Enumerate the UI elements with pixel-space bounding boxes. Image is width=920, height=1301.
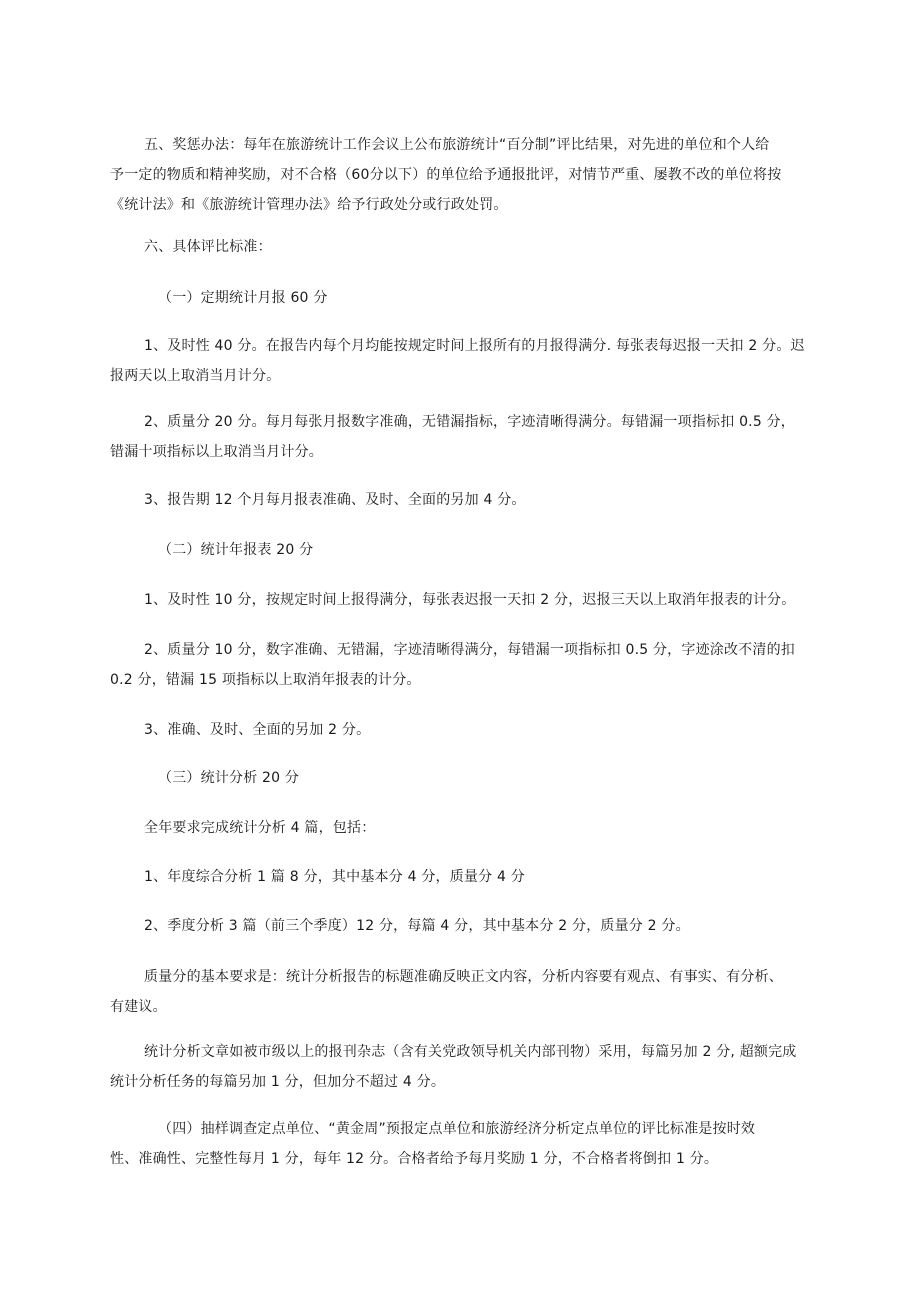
text-line: 2、季度分析 3 篇（前三个季度）12 分，每篇 4 分，其中基本分 2 分，质量分 2 分。: [144, 918, 690, 934]
text-line: 3、报告期 12 个月每月报表准确、及时、全面的另加 4 分。: [144, 492, 526, 508]
paragraph-monthly-timeliness: [110, 331, 805, 391]
text-line: 1、及时性 10 分，按规定时间上报得满分，每张表迟报一天扣 2 分，迟报三天以上取消年报表的计分。: [144, 592, 796, 608]
text-line: 1、及时性 40 分。在报告内每个月均能按规定时间上报所有的月报得满分. 每张表每迟报一天扣 2 分。迟: [144, 338, 805, 354]
text-line: 予一定的物质和精神奖励，对不合格（60分以下）的单位给予通报批评，对情节严重、屡教不改的单位将按: [110, 167, 782, 183]
text-line: 统计分析文章如被市级以上的报刊杂志（含有关党政领导机关内部刊物）采用，每篇另加 2 分, 超额完成: [144, 1044, 797, 1060]
text-line: 有建议。: [110, 999, 167, 1015]
text-line: 2、质量分 20 分。每月每张月报数字准确，无错漏指标，字迹清晰得满分。每错漏一项指标扣 0.5 分，: [144, 414, 795, 430]
paragraph-sampling-units: [110, 1114, 755, 1174]
text-line: （一）定期统计月报 60 分: [158, 290, 328, 306]
text-line: （四）抽样调查定点单位、“黄金周”预报定点单位和旅游经济分析定点单位的评比标准是按时效: [158, 1121, 756, 1137]
text-line: 全年要求完成统计分析 4 篇，包括：: [144, 820, 376, 836]
paragraph-monthly-bonus: [144, 485, 526, 515]
heading-annual-report: [158, 535, 313, 565]
paragraph-quarterly-analysis: [144, 911, 690, 941]
text-line: 统计分析任务的每篇另加 1 分，但加分不超过 4 分。: [110, 1074, 446, 1090]
text-line: 质量分的基本要求是：统计分析报告的标题准确反映正文内容，分析内容要有观点、有事实、有分析、: [144, 969, 783, 985]
text-line: 报两天以上取消当月计分。: [110, 368, 281, 384]
heading-monthly-report: [158, 283, 328, 313]
text-line: 1、年度综合分析 1 篇 8 分，其中基本分 4 分，质量分 4 分: [144, 869, 525, 885]
paragraph-monthly-quality: [110, 407, 795, 467]
text-line: 0.2 分，错漏 15 项指标以上取消年报表的计分。: [110, 672, 421, 688]
text-line: （二）统计年报表 20 分: [158, 542, 314, 558]
paragraph-annual-bonus: [144, 715, 370, 745]
paragraph-analysis-requirement: [144, 813, 375, 843]
text-line: 《统计法》和《旅游统计管理办法》给予行政处分或行政处罚。: [110, 197, 508, 213]
text-line: （三）统计分析 20 分: [158, 770, 300, 786]
paragraph-annual-analysis: [144, 862, 525, 892]
text-line: 2、质量分 10 分，数字准确、无错漏，字迹清晰得满分，每错漏一项指标扣 0.5 分，字迹涂改不清的扣: [144, 642, 795, 658]
heading-statistical-analysis: [158, 763, 299, 793]
text-line: 五、奖惩办法：每年在旅游统计工作会议上公布旅游统计“百分制”评比结果，对先进的单位和个人给: [144, 137, 770, 153]
paragraph-publication-bonus: [110, 1037, 797, 1097]
paragraph-rewards-penalties: [110, 130, 781, 220]
text-line: 性、准确性、完整性每月 1 分，每年 12 分。合格者给予每月奖励 1 分，不合格者将倒扣 1 分。: [110, 1151, 719, 1167]
text-line: 错漏十项指标以上取消当月计分。: [110, 444, 323, 460]
paragraph-annual-timeliness: [144, 585, 795, 615]
paragraph-quality-requirement: [110, 962, 783, 1022]
text-line: 3、准确、及时、全面的另加 2 分。: [144, 722, 371, 738]
text-line: 六、具体评比标准：: [144, 239, 272, 255]
heading-evaluation-standards: [144, 232, 272, 262]
paragraph-annual-quality: [110, 635, 795, 695]
